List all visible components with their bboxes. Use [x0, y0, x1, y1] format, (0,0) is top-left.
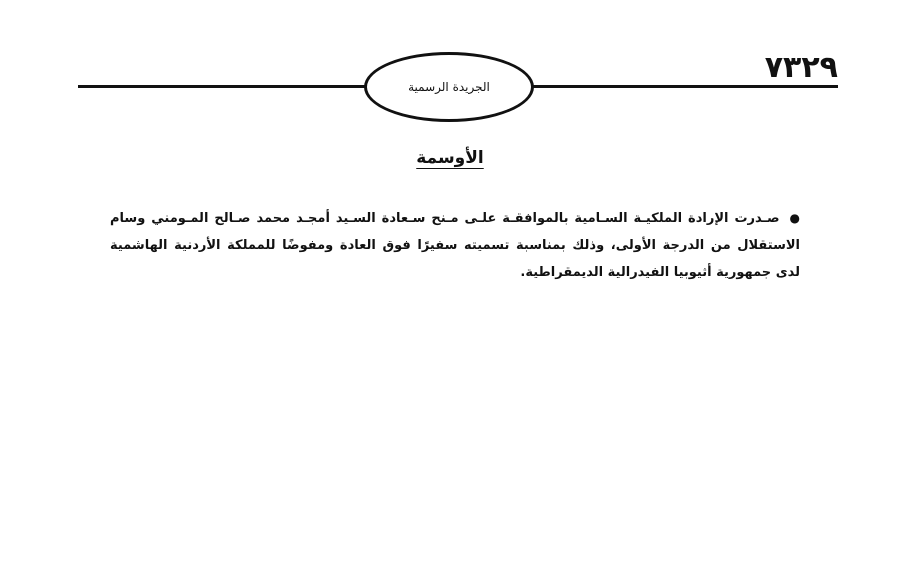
decree-text: صـدرت الإرادة الملكيـة السـامية بالموافقـة علـى مـنح سـعادة السـيد أمجـد محمد صـالح المـومني وسام الاستقلال من الدرجة الأولى، وذلك بمناسبة تسميته سفيرًا فوق العادة ومفوضًا للمملكة الأردنية الهاشمية لدى جمهورية أثيوبيا الفيدرالية الديمقراطية. [110, 211, 800, 280]
section-title: الأوسمة [416, 148, 484, 168]
bullet-icon: ● [789, 211, 800, 225]
decree-paragraph [110, 205, 800, 286]
page-number: ٧٣٢٩ [764, 50, 838, 85]
gazette-name: الجريدة الرسمية [408, 80, 490, 94]
gazette-name-oval [364, 52, 534, 122]
section-title-wrapper [0, 148, 900, 168]
